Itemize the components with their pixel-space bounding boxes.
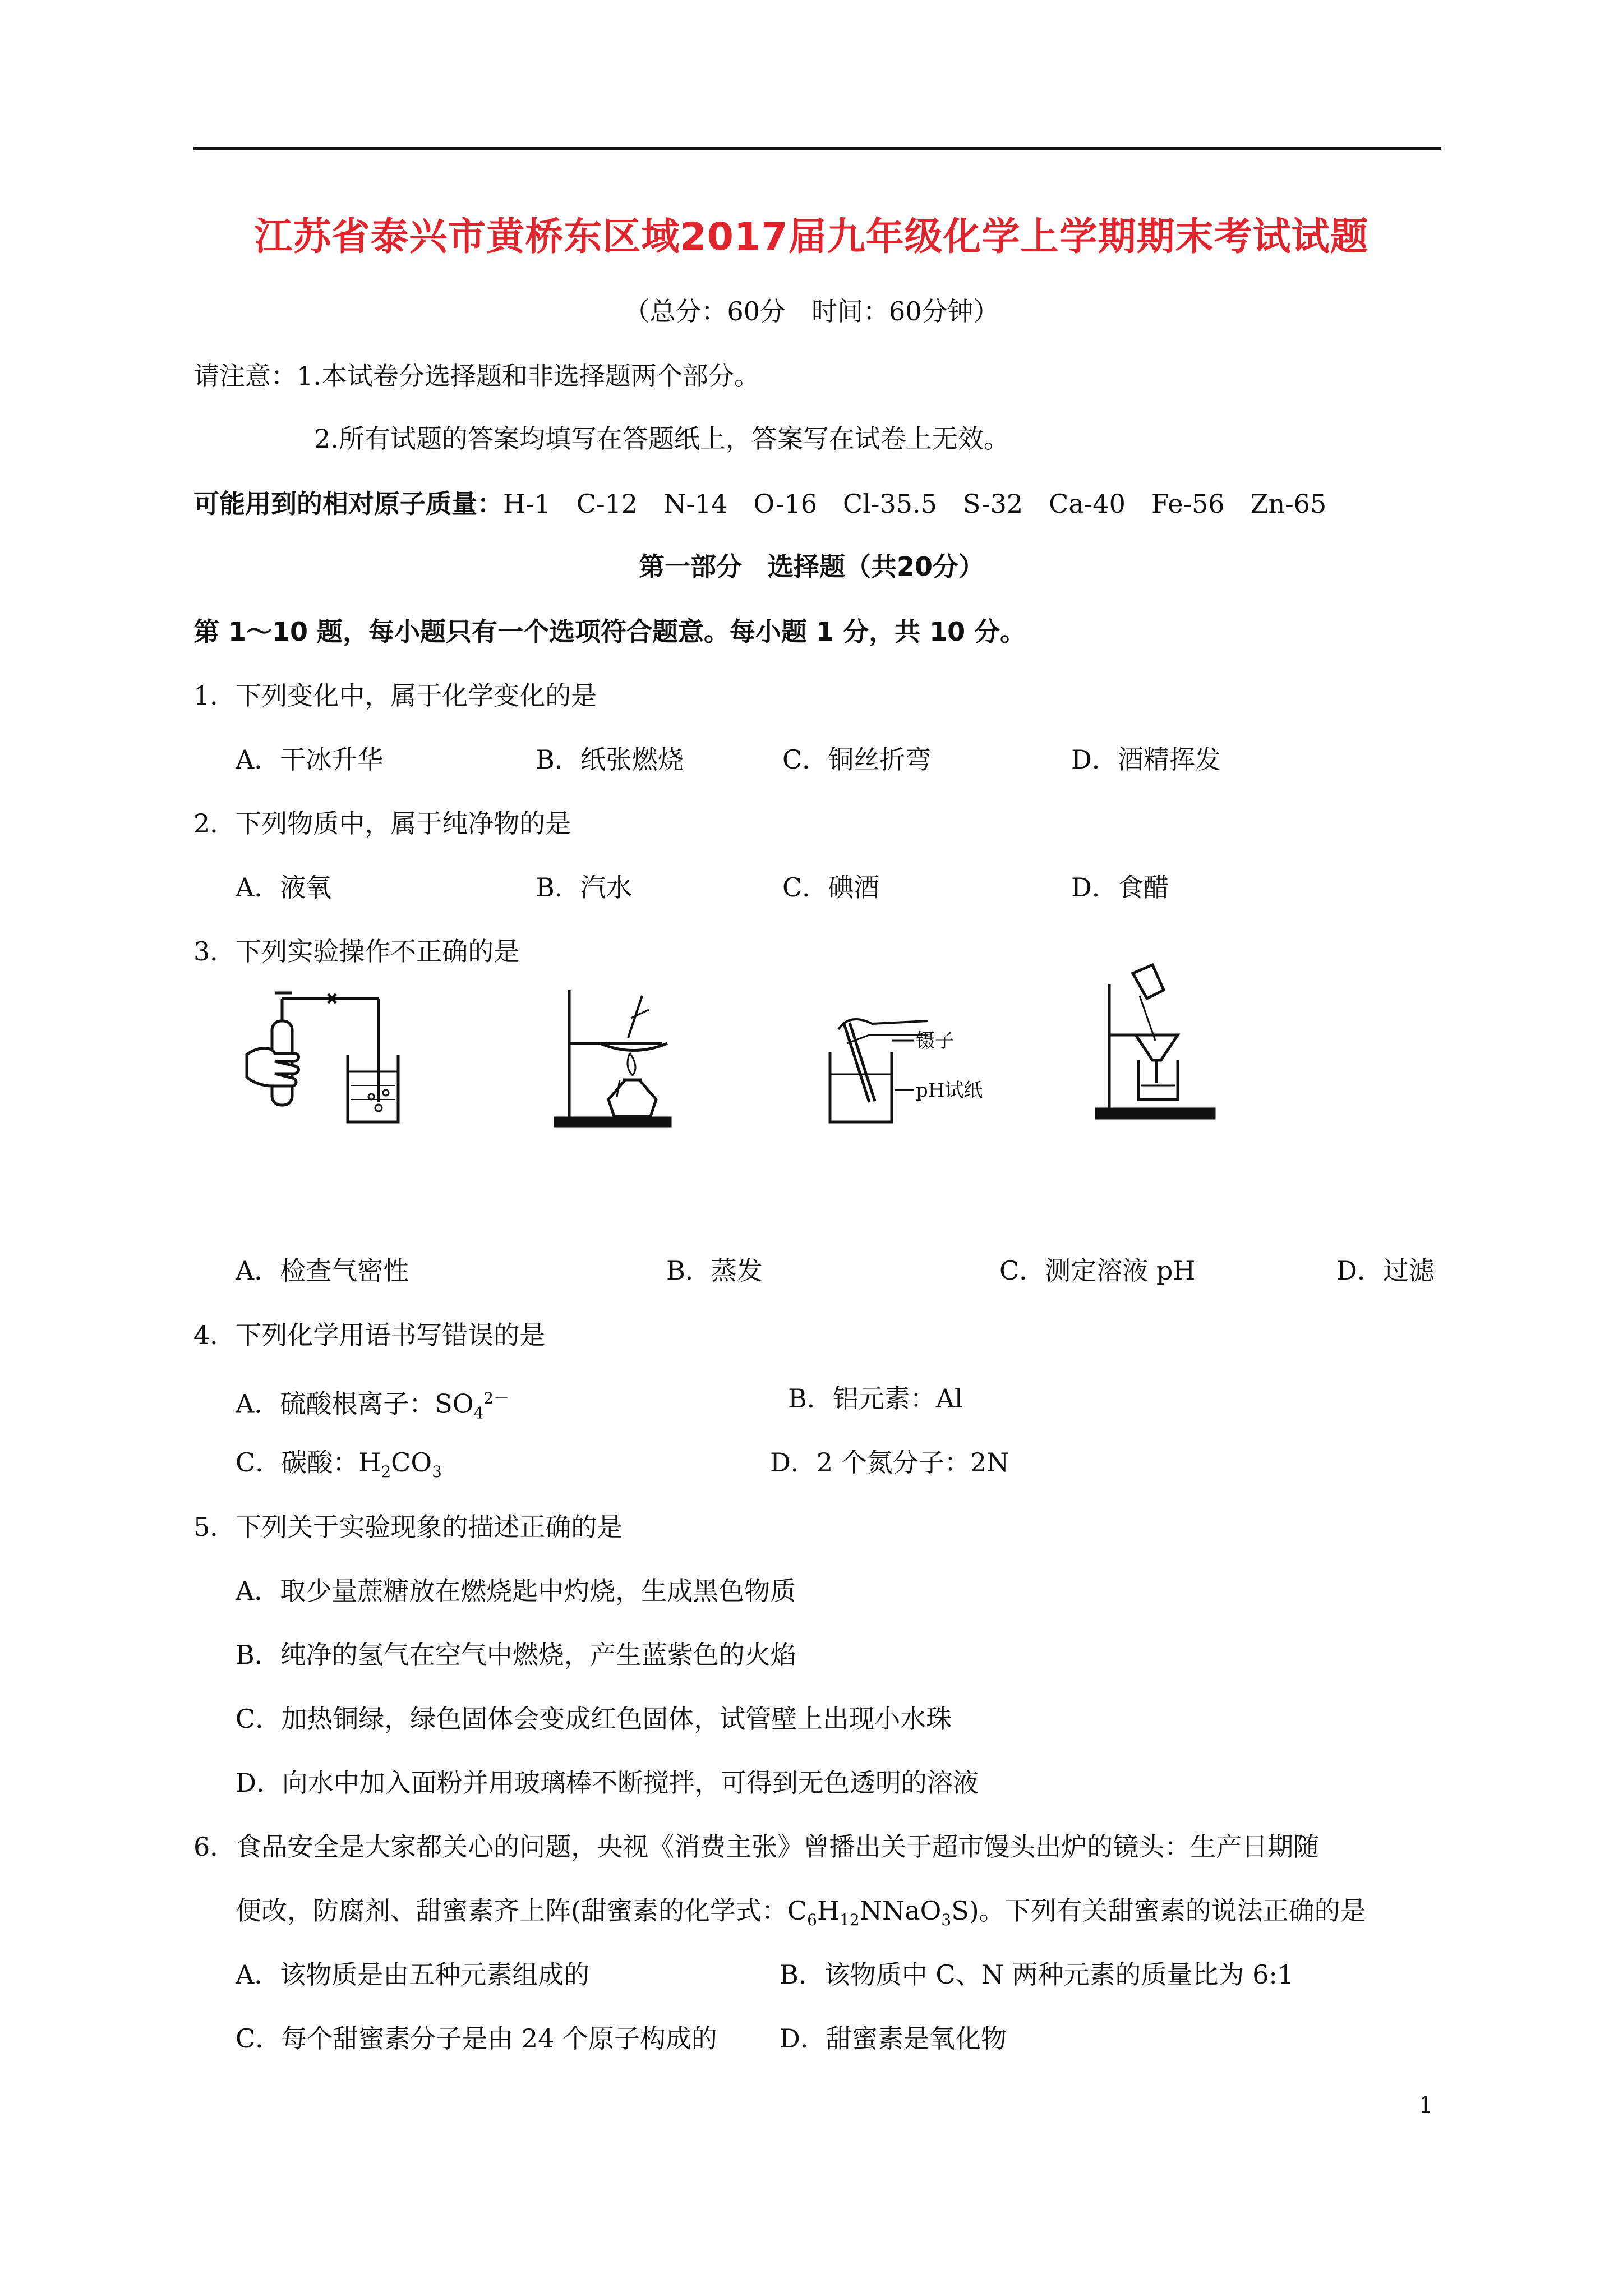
section-instruction: 第 1～10 题，每小题只有一个选项符合题意。每小题 1 分，共 10 分。 [193,616,1026,647]
header-rule [193,147,1441,150]
q2-option-c: C．碘酒 [782,872,880,903]
q5-option-c: C．加热铜绿，绿色固体会变成红色固体，试管壁上出现小水珠 [236,1704,952,1734]
label-tweezers: 镊子 [916,1030,954,1052]
q4-c-sub2: 3 [432,1462,442,1481]
q2-option-a: A．液氧 [236,872,332,903]
figure-evaporation [547,979,676,1130]
q4-stem: 4．下列化学用语书写错误的是 [193,1320,546,1350]
note-2: 2.所有试题的答案均填写在答题纸上，答案写在试卷上无效。 [314,424,1009,454]
q6-sub-6: 6 [807,1911,817,1930]
q6-stem2-pre: 便改，防腐剂、甜蜜素齐上阵(甜蜜素的化学式：C [236,1895,808,1926]
q1-option-b: B．纸张燃烧 [536,744,684,775]
q6-option-d: D．甜蜜素是氧化物 [780,2023,1007,2054]
page-number: 1 [1419,2092,1433,2118]
q5-stem: 5．下列关于实验现象的描述正确的是 [193,1512,623,1542]
q6-stem-line-1: 6．食品安全是大家都关心的问题，央视《消费主张》曾播出关于超市馒头出炉的镜头：生产日期随 [193,1832,1320,1862]
q4-a-sup: 2－ [483,1389,510,1407]
q2-option-b: B．汽水 [536,872,632,903]
q1-option-d: D．酒精挥发 [1071,744,1221,775]
q1-option-c: C．铜丝折弯 [782,744,932,775]
notes-prefix: 请注意： [193,361,297,391]
q6-option-b: B．该物质中 C、N 两种元素的质量比为 6:1 [780,1959,1294,1990]
q2-option-d: D．食醋 [1071,872,1169,903]
q4-option-c [236,1446,442,1489]
q3-option-b: B．蒸发 [666,1255,763,1286]
q6-stem-line-2 [236,1894,1366,1937]
q3-option-a: A．检查气密性 [236,1255,409,1286]
q4-option-b: B．铝元素：Al [788,1383,963,1414]
q4-a-sub: 4 [473,1404,484,1423]
q6-h: H [817,1895,840,1926]
q3-option-d: D．过滤 [1336,1255,1435,1286]
atomic-mass-line [193,487,1326,521]
exam-subtitle: （总分：60分 时间：60分钟） [624,296,999,326]
q4-c-text: C．碳酸：H [236,1447,381,1478]
figure-filtration [1094,956,1228,1125]
q6-stem2-post: S)。下列有关甜蜜素的说法正确的是 [951,1895,1366,1926]
q1-option-a: A．干冰升华 [236,744,384,775]
q5-option-d: D．向水中加入面粉并用玻璃棒不断搅拌，可得到无色透明的溶液 [236,1768,979,1798]
q6-sub-12: 12 [840,1911,860,1930]
q4-option-d: D．2 个氮分子：2N [770,1447,1009,1478]
atomic-mass-values: H-1 C-12 N-14 O-16 Cl-35.5 S-32 Ca-40 Fe-56 Zn-65 [503,489,1327,519]
figure-airtightness-check [241,987,409,1133]
q3-stem: 3．下列实验操作不正确的是 [193,936,520,967]
notes-line-1 [193,359,760,393]
q4-c-mid: CO [391,1447,432,1478]
q2-stem: 2．下列物质中，属于纯净物的是 [193,808,571,839]
q4-a-text: A．硫酸根离子：SO [236,1388,474,1419]
q6-mid: NNaO [859,1895,942,1926]
q6-option-a: A．该物质是由五种元素组成的 [236,1959,590,1990]
note-1: 1.本试卷分选择题和非选择题两个部分。 [297,361,760,391]
label-ph-paper: pH试纸 [916,1079,983,1102]
q5-option-a: A．取少量蔗糖放在燃烧匙中灼烧，生成黑色物质 [236,1576,796,1606]
figure-ph-measurement [816,1013,1001,1130]
atomic-mass-label: 可能用到的相对原子质量： [193,489,503,519]
q3-option-c: C．测定溶液 pH [999,1255,1196,1286]
q1-stem: 1．下列变化中，属于化学变化的是 [193,680,597,711]
exam-title: 江苏省泰兴市黄桥东区域2017届九年级化学上学期期末考试试题 [254,215,1369,259]
q5-option-b: B．纯净的氢气在空气中燃烧，产生蓝紫色的火焰 [236,1640,796,1670]
q6-sub-3: 3 [941,1911,952,1930]
q6-option-c: C．每个甜蜜素分子是由 24 个原子构成的 [236,2023,717,2054]
q4-c-sub1: 2 [381,1462,391,1481]
q4-option-a [236,1382,509,1430]
part1-header: 第一部分 选择题（共20分） [638,551,984,582]
